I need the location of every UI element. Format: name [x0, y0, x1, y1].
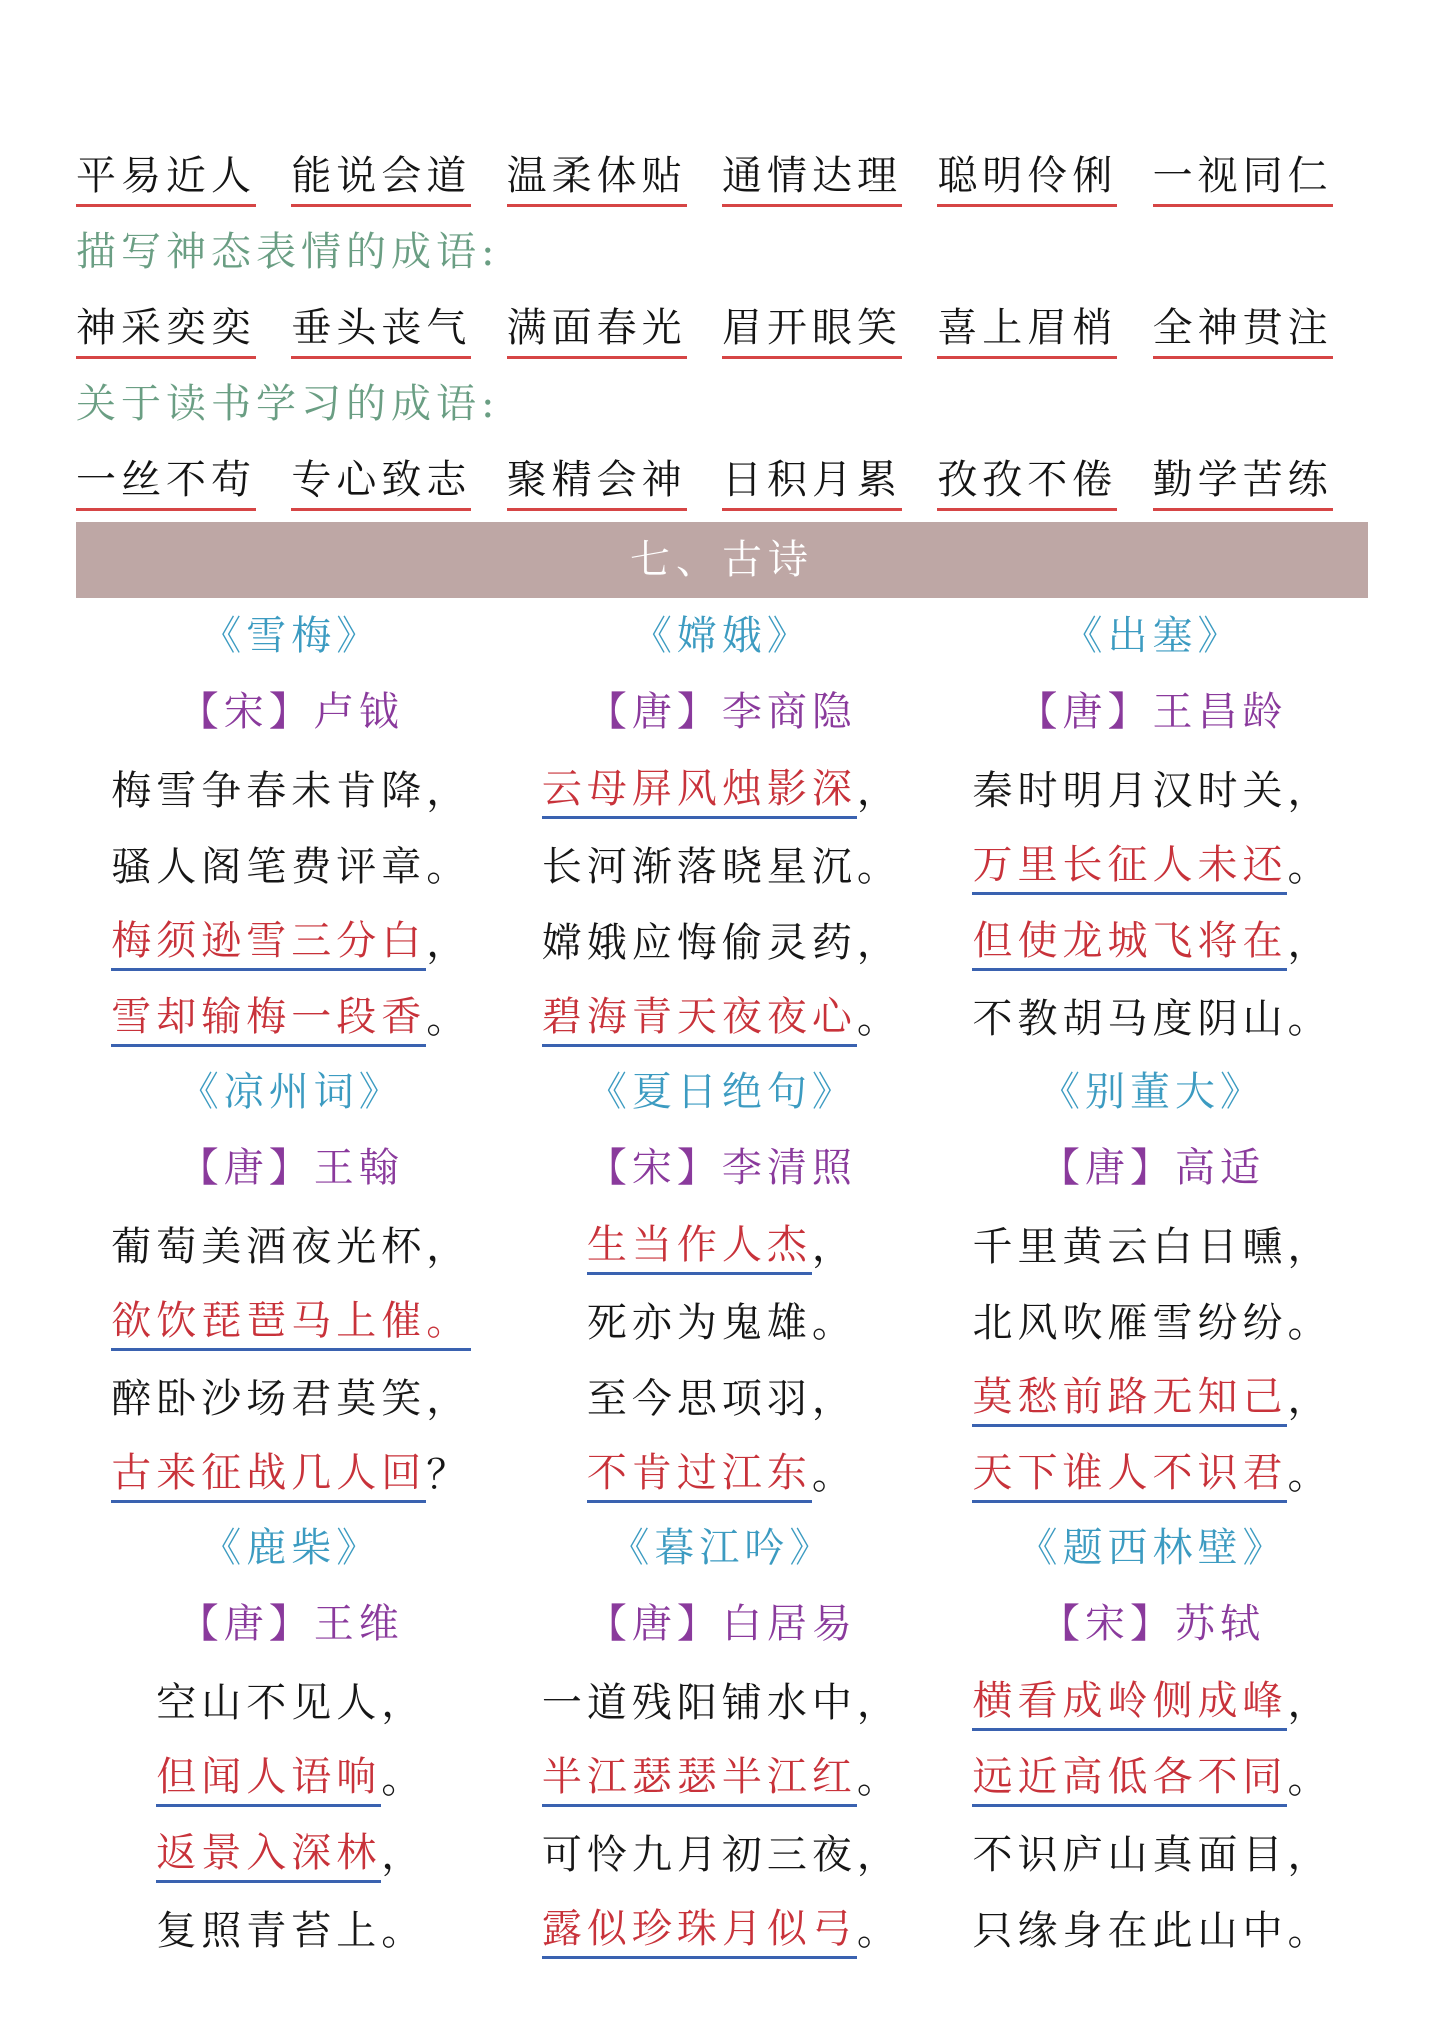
poem-line-text-highlighted: 但闻人语响 — [156, 1752, 381, 1807]
poem-line-punct: ， — [1287, 1680, 1333, 1726]
poem-dynasty: 【唐】 — [178, 1601, 314, 1647]
poem-line-text-highlighted: 横看成岭侧成峰 — [972, 1676, 1287, 1731]
category-title-study: 关于读书学习的成语: — [76, 381, 500, 427]
poem — [937, 598, 1368, 1054]
idiom: 满面春光 — [507, 302, 722, 359]
poem-line — [76, 826, 507, 902]
poem-row — [76, 1054, 1368, 1510]
poem-line-text-highlighted: 半江瑟瑟半江红 — [542, 1752, 857, 1807]
poem-line-text: 长河渐落晓星沉 — [541, 844, 857, 890]
poem — [76, 598, 507, 1054]
poem-line-punct: 。 — [1287, 996, 1333, 1042]
idiom: 全神贯注 — [1153, 302, 1368, 359]
poem-author — [507, 1586, 938, 1662]
poem-line — [507, 1662, 938, 1738]
poem-line-punct: ， — [381, 1832, 427, 1878]
poem-author — [76, 1586, 507, 1662]
idiom: 通情达理 — [722, 150, 937, 207]
poem-line-text: 死亦为鬼雄 — [586, 1300, 812, 1346]
poem-author — [937, 1586, 1368, 1662]
category-title-expression: 描写神态表情的成语: — [76, 229, 500, 275]
poem-line — [76, 1282, 507, 1358]
poem-line — [937, 1206, 1368, 1282]
idiom-row-2 — [76, 302, 1368, 378]
poem-line-text-highlighted: 但使龙城飞将在 — [972, 916, 1287, 971]
poem-title: 《雪梅》 — [201, 613, 382, 659]
poem-line-text: 千里黄云白日曛 — [972, 1224, 1288, 1270]
poem-line-text-highlighted: 碧海青天夜夜心 — [542, 992, 857, 1047]
poem-line — [507, 1738, 938, 1814]
poem-line-text: 不教胡马度阴山 — [972, 996, 1288, 1042]
poem-line-punct: 。 — [426, 844, 472, 890]
poem-author-name: 苏轼 — [1174, 1601, 1265, 1647]
poem-title: 《夏日绝句》 — [586, 1069, 857, 1115]
poem-line — [937, 826, 1368, 902]
poem-row — [76, 1510, 1368, 1966]
poem-line-text: 可怜九月初三夜 — [541, 1832, 857, 1878]
poem-line — [76, 1738, 507, 1814]
poem-line-text: 醉卧沙场君莫笑 — [111, 1376, 427, 1422]
poem-line-punct: ， — [1287, 1224, 1333, 1270]
poem-line-punct: ， — [426, 1224, 472, 1270]
poem-line-punct: ， — [1287, 768, 1333, 814]
poem-dynasty: 【唐】 — [1039, 1145, 1175, 1191]
poem-line-text: 一道残阳铺水中 — [541, 1680, 857, 1726]
poem-line — [507, 826, 938, 902]
idiom: 专心致志 — [291, 454, 506, 511]
poem-title: 《嫦娥》 — [631, 613, 812, 659]
poem-line — [507, 1282, 938, 1358]
poem-dynasty: 【唐】 — [586, 1601, 722, 1647]
idiom: 能说会道 — [291, 150, 506, 207]
poem-dynasty: 【宋】 — [586, 1145, 722, 1191]
idiom: 聪明伶俐 — [937, 150, 1152, 207]
poem-line-text: 葡萄美酒夜光杯 — [111, 1224, 427, 1270]
poem-author-name: 卢钺 — [313, 689, 404, 735]
poem-line-text: 至今思项羽 — [586, 1376, 812, 1422]
poem-line-punct: 。 — [856, 844, 902, 890]
poem-line-text-highlighted: 欲饮琵琶马上催。 — [111, 1296, 471, 1351]
poem-line — [76, 978, 507, 1054]
poem-line-text: 复照青苔上 — [156, 1908, 382, 1954]
poem-line — [76, 902, 507, 978]
poem-line-punct: ， — [856, 1832, 902, 1878]
poem-line-text-highlighted: 万里长征人未还 — [972, 840, 1287, 895]
idiom: 眉开眼笑 — [722, 302, 937, 359]
poem-line-punct: ， — [1287, 1376, 1333, 1422]
idiom: 一丝不苟 — [76, 454, 291, 511]
poem-author — [507, 674, 938, 750]
poem-author-name: 王维 — [313, 1601, 404, 1647]
poem-line-text: 骚人阁笔费评章 — [111, 844, 427, 890]
poem-line-punct: 。 — [811, 1300, 857, 1346]
poem-line-punct: ， — [1287, 920, 1333, 966]
poem — [937, 1054, 1368, 1510]
idiom-row-3 — [76, 454, 1368, 530]
poem-line-punct: ， — [856, 768, 902, 814]
poem-line-punct: 。 — [856, 1908, 902, 1954]
poem-line-punct: 。 — [1287, 1452, 1333, 1498]
poem-line-punct: 。 — [856, 996, 902, 1042]
poem — [76, 1510, 507, 1966]
poem-line — [76, 1890, 507, 1966]
poem-line-text: 只缘身在此山中 — [972, 1908, 1288, 1954]
poem-line — [937, 750, 1368, 826]
poem-author — [937, 1130, 1368, 1206]
poem-line-text: 北风吹雁雪纷纷 — [972, 1300, 1288, 1346]
idiom: 温柔体贴 — [507, 150, 722, 207]
poem-title: 《鹿柴》 — [201, 1525, 382, 1571]
idioms-section — [76, 150, 1368, 530]
poem-author-name: 王昌龄 — [1152, 689, 1288, 735]
idiom: 孜孜不倦 — [937, 454, 1152, 511]
poem-line-punct: 。 — [426, 996, 472, 1042]
poem-line-punct: ？ — [426, 1452, 472, 1498]
poem — [937, 1510, 1368, 1966]
poem-line — [937, 1282, 1368, 1358]
poem-line-punct: ， — [1287, 1832, 1333, 1878]
idiom: 神采奕奕 — [76, 302, 291, 359]
poem-author-name: 白居易 — [721, 1601, 857, 1647]
poem-dynasty: 【唐】 — [178, 1145, 314, 1191]
poem-line — [76, 1662, 507, 1738]
poem-line — [937, 1890, 1368, 1966]
idiom: 平易近人 — [76, 150, 291, 207]
poem-line-text-highlighted: 古来征战几人回 — [111, 1448, 426, 1503]
poem — [507, 598, 938, 1054]
poem-line-text-highlighted: 露似珍珠月似弓 — [542, 1904, 857, 1959]
poem-line — [76, 750, 507, 826]
idiom: 勤学苦练 — [1153, 454, 1368, 511]
poem-author-name: 高适 — [1174, 1145, 1265, 1191]
poem-line-text-highlighted: 生当作人杰 — [587, 1220, 812, 1275]
poem — [507, 1510, 938, 1966]
poem-author — [76, 674, 507, 750]
poem-author — [507, 1130, 938, 1206]
poem-line — [507, 1814, 938, 1890]
poem-line-punct: 。 — [811, 1452, 857, 1498]
poem-line-text-highlighted: 梅须逊雪三分白 — [111, 916, 426, 971]
poem-line-punct: ， — [856, 920, 902, 966]
poem-dynasty: 【唐】 — [1017, 689, 1153, 735]
poem-line — [76, 1206, 507, 1282]
poem-line — [76, 1434, 507, 1510]
poem-line — [937, 1814, 1368, 1890]
poem-title: 《凉州词》 — [178, 1069, 404, 1115]
idiom: 聚精会神 — [507, 454, 722, 511]
idiom: 垂头丧气 — [291, 302, 506, 359]
poem-line-punct: 。 — [1287, 844, 1333, 890]
idiom: 日积月累 — [722, 454, 937, 511]
poem-line-punct: ， — [811, 1224, 857, 1270]
poem-line-punct: ， — [426, 768, 472, 814]
poem-dynasty: 【唐】 — [586, 689, 722, 735]
poem-line — [937, 1738, 1368, 1814]
poem-title: 《出塞》 — [1062, 613, 1243, 659]
poem-line-text-highlighted: 天下谁人不识君 — [972, 1448, 1287, 1503]
poem-line-punct: 。 — [381, 1756, 427, 1802]
poem-line-punct: 。 — [1287, 1908, 1333, 1954]
poem-line — [937, 902, 1368, 978]
poem-line-punct: 。 — [856, 1756, 902, 1802]
poems-grid — [76, 598, 1368, 1966]
poem-line-text-highlighted: 云母屏风烛影深 — [542, 764, 857, 819]
poem-line-text: 嫦娥应悔偷灵药 — [541, 920, 857, 966]
poem-line-punct: ， — [426, 920, 472, 966]
poem-line — [507, 902, 938, 978]
poem-line — [937, 1662, 1368, 1738]
poem-title: 《暮江吟》 — [609, 1525, 835, 1571]
poem-line-text-highlighted: 不肯过江东 — [587, 1448, 812, 1503]
poem-line-text-highlighted: 莫愁前路无知己 — [972, 1372, 1287, 1427]
poem-line — [507, 978, 938, 1054]
poem-dynasty: 【宋】 — [1039, 1601, 1175, 1647]
poem-line-punct: ， — [426, 1376, 472, 1422]
poem-line-text: 秦时明月汉时关 — [972, 768, 1288, 814]
poem-line-text-highlighted: 返景入深林 — [156, 1828, 381, 1883]
poem-line-punct: 。 — [1287, 1756, 1333, 1802]
poem-line-text: 不识庐山真面目 — [972, 1832, 1288, 1878]
idiom-row-1 — [76, 150, 1368, 226]
poem-line — [507, 1434, 938, 1510]
poem-author — [937, 674, 1368, 750]
poem-author — [76, 1130, 507, 1206]
poem-author-name: 王翰 — [313, 1145, 404, 1191]
poem-dynasty: 【宋】 — [178, 689, 314, 735]
poem-line — [937, 978, 1368, 1054]
poem-line-punct: ， — [811, 1376, 857, 1422]
poem — [507, 1054, 938, 1510]
poem-line-punct: 。 — [1287, 1300, 1333, 1346]
poem-line — [76, 1814, 507, 1890]
section-title-band: 七、古诗 — [76, 522, 1368, 598]
poem-row — [76, 598, 1368, 1054]
poem-line — [937, 1358, 1368, 1434]
idiom: 一视同仁 — [1153, 150, 1368, 207]
poem-author-name: 李清照 — [721, 1145, 857, 1191]
poem-line-punct: ， — [856, 1680, 902, 1726]
poem — [76, 1054, 507, 1510]
poem-line — [507, 1358, 938, 1434]
poem-title: 《题西林壁》 — [1017, 1525, 1288, 1571]
poem-line — [507, 750, 938, 826]
poem-line-punct: 。 — [381, 1908, 427, 1954]
idiom: 喜上眉梢 — [937, 302, 1152, 359]
poem-line-text-highlighted: 远近高低各不同 — [972, 1752, 1287, 1807]
poem-line-text: 梅雪争春未肯降 — [111, 768, 427, 814]
poem-line-text: 空山不见人 — [156, 1680, 382, 1726]
poem-line-text-highlighted: 雪却输梅一段香 — [111, 992, 426, 1047]
poem-line — [76, 1358, 507, 1434]
poem-author-name: 李商隐 — [721, 689, 857, 735]
poem-line-punct: ， — [381, 1680, 427, 1726]
poem-line — [507, 1890, 938, 1966]
poem-line — [937, 1434, 1368, 1510]
poem-title: 《别董大》 — [1039, 1069, 1265, 1115]
poem-line — [507, 1206, 938, 1282]
